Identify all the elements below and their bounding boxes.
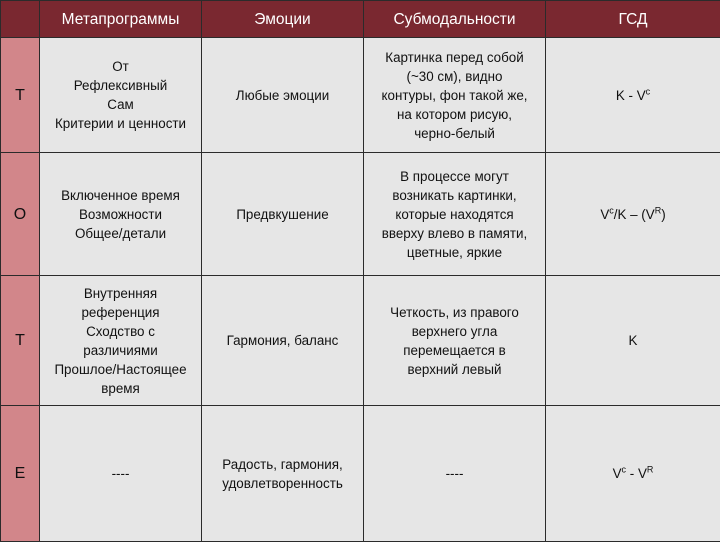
gsd-text: ): [661, 207, 665, 222]
header-row: [1, 1, 720, 38]
metaprograms-cell: Внутренняя референция Сходство с различиями Прошлое/Настоящее время: [40, 276, 202, 406]
emotions-cell: Любые эмоции: [202, 38, 364, 153]
gsd-superscript: R: [655, 205, 662, 215]
gsd-text: V: [600, 207, 609, 222]
header-submodalities: Субмодальности: [364, 1, 546, 38]
metaprograms-cell: ----: [40, 406, 202, 542]
gsd-cell: [546, 153, 720, 276]
gsd-cell: [546, 406, 720, 542]
header-corner: [1, 1, 40, 38]
table-row: [1, 406, 720, 542]
submodalities-cell: ----: [364, 406, 546, 542]
metaprograms-cell: Включенное время Возможности Общее/детали: [40, 153, 202, 276]
gsd-superscript: c: [622, 465, 627, 475]
emotions-cell: Предвкушение: [202, 153, 364, 276]
gsd-superscript: c: [609, 205, 614, 215]
gsd-text: - V: [626, 466, 647, 481]
row-letter: Е: [1, 406, 40, 542]
gsd-superscript: R: [647, 465, 654, 475]
gsd-text: V: [613, 466, 622, 481]
table-row: [1, 153, 720, 276]
submodalities-cell: В процессе могут возникать картинки, которые находятся вверху влево в памяти, цветные, яркие: [364, 153, 546, 276]
header-gsd: ГСД: [546, 1, 720, 38]
metaprograms-cell: От Рефлексивный Сам Критерии и ценности: [40, 38, 202, 153]
header-metaprograms: Метапрограммы: [40, 1, 202, 38]
emotions-cell: Гармония, баланс: [202, 276, 364, 406]
row-letter: Т: [1, 38, 40, 153]
table-row: [1, 276, 720, 406]
gsd-cell: K: [546, 276, 720, 406]
row-letter: О: [1, 153, 40, 276]
header-emotions: Эмоции: [202, 1, 364, 38]
submodalities-cell: Картинка перед собой (~30 см), видно контуры, фон такой же, на котором рисую, черно-белый: [364, 38, 546, 153]
submodalities-cell: Четкость, из правого верхнего угла перемещается в верхний левый: [364, 276, 546, 406]
gsd-superscript: c: [646, 86, 651, 96]
gsd-cell: [546, 38, 720, 153]
row-letter: Т: [1, 276, 40, 406]
gsd-text: /K – (V: [614, 207, 655, 222]
gsd-text: K - V: [616, 88, 646, 103]
table-row: [1, 38, 720, 153]
emotions-cell: Радость, гармония, удовлетворенность: [202, 406, 364, 542]
